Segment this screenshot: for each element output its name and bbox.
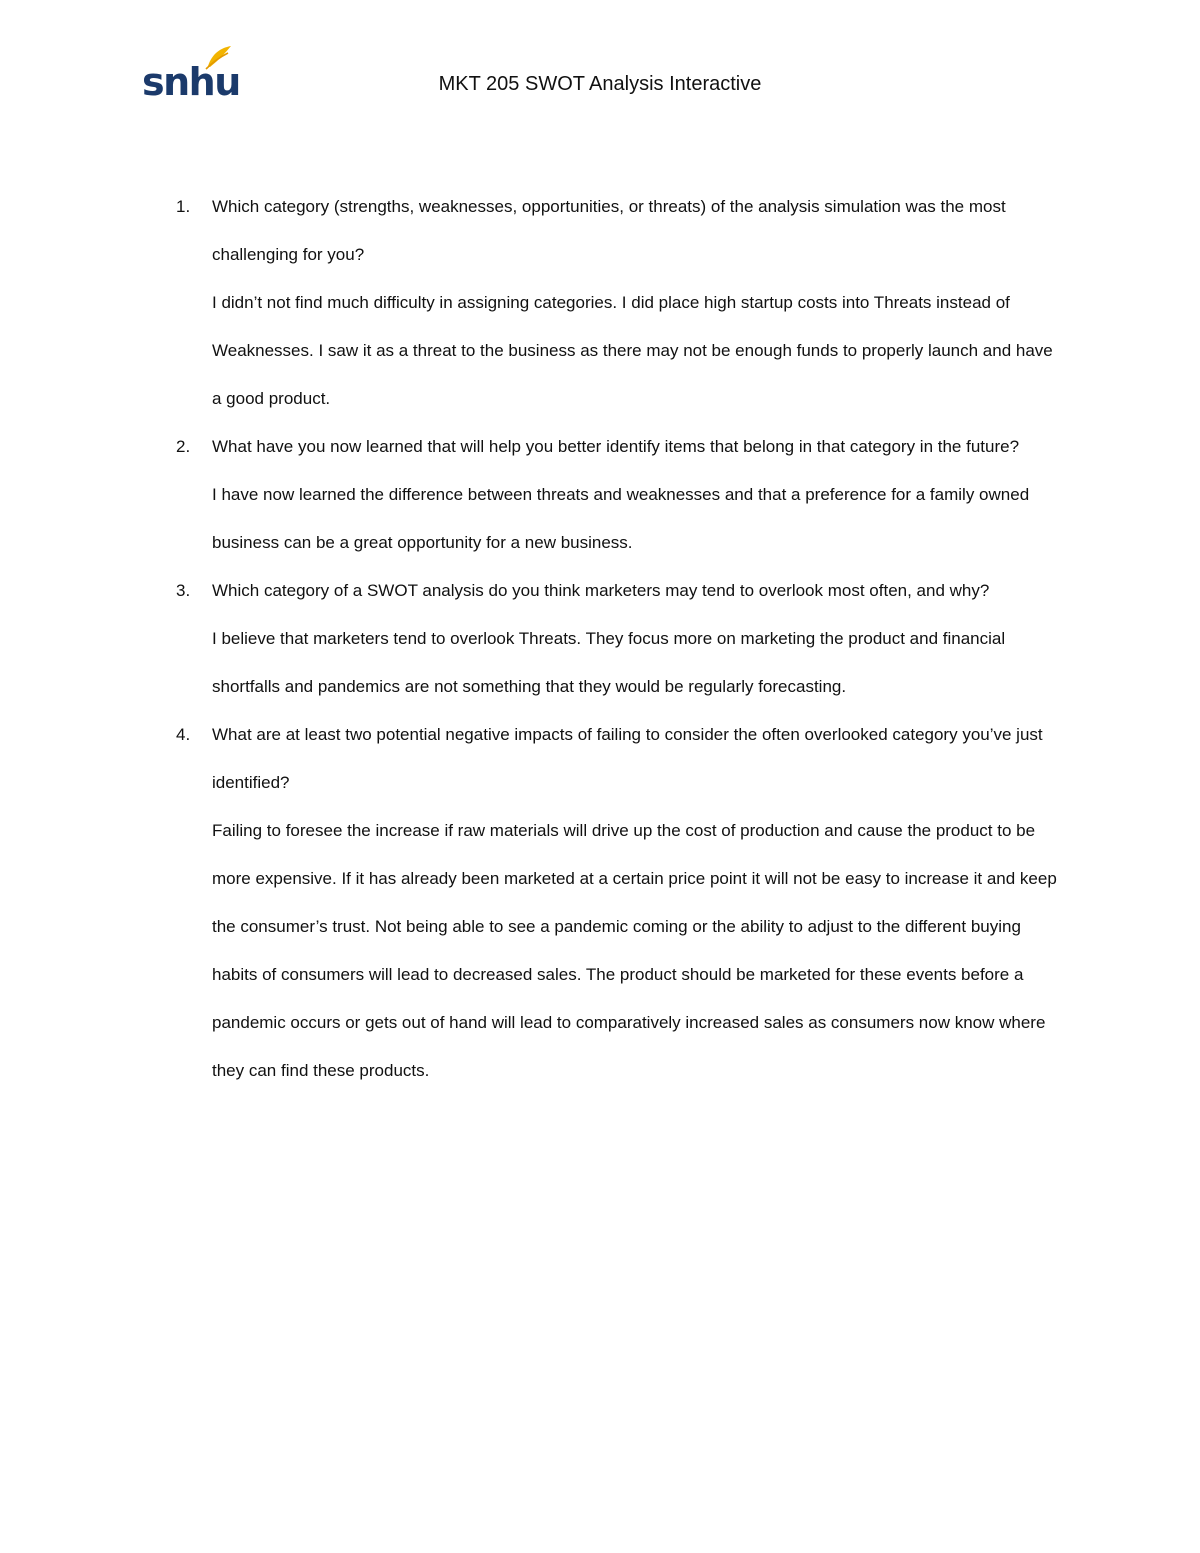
question-number: 3. xyxy=(176,581,191,600)
question-number: 2. xyxy=(176,437,191,456)
question-text: What are at least two potential negative impacts of failing to consider the often overlooked category you’ve just identified? xyxy=(212,725,1043,792)
question-item-3 xyxy=(0,567,1200,711)
answer-text: Failing to foresee the increase if raw materials will drive up the cost of production and cause the product to be more expensive. If it has already been marketed at a certain price point it will not be easy to increase it and keep the consumer’s trust. Not being able to see a pandemic coming or the ability to adjust to the different buying habits of consumers will lead to decreased sales. The product should be marketed for these events before a pandemic occurs or gets out of hand will lead to comparatively increased sales as consumers now know where they can find these products. xyxy=(212,821,1057,1080)
question-list xyxy=(0,183,1200,1095)
question-text: Which category of a SWOT analysis do you think marketers may tend to overlook most often, and why? xyxy=(212,581,990,600)
document-title: MKT 205 SWOT Analysis Interactive xyxy=(438,73,762,95)
question-text: Which category (strengths, weaknesses, opportunities, or threats) of the analysis simulation was the most challenging for you? xyxy=(212,197,1006,264)
question-item-4 xyxy=(0,711,1200,1095)
answer-text: I believe that marketers tend to overlook Threats. They focus more on marketing the product and financial shortfalls and pandemics are not something that they would be regularly forecasting. xyxy=(212,629,1006,696)
answer-text: I have now learned the difference between threats and weaknesses and that a preference for a family owned business can be a great opportunity for a new business. xyxy=(212,485,1030,552)
answer-text: I didn’t not find much difficulty in assigning categories. I did place high startup costs into Threats instead of Weaknesses. I saw it as a threat to the business as there may not be enough funds to properly launch and have a good product. xyxy=(212,293,1053,408)
question-item-2 xyxy=(0,423,1200,567)
question-text: What have you now learned that will help you better identify items that belong in that category in the future? xyxy=(212,437,1020,456)
logo-wordmark: snhu xyxy=(142,60,240,104)
question-item-1 xyxy=(0,183,1200,423)
question-number: 1. xyxy=(176,197,191,216)
question-number: 4. xyxy=(176,725,191,744)
